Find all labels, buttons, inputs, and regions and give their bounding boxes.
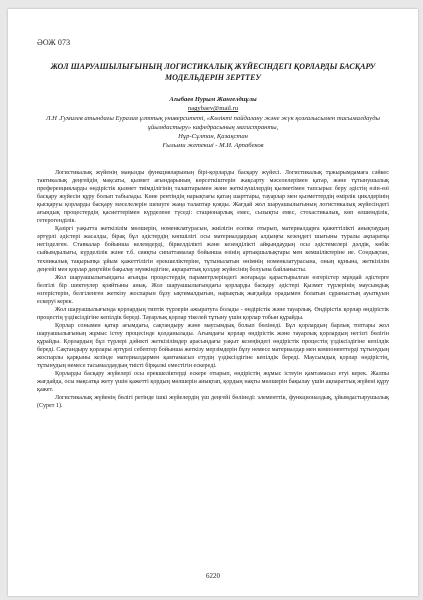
author-email[interactable]: nagybaev@mail.ru — [187, 105, 239, 113]
article-title: ЖОЛ ШАРУАШЫЛЫҒЫНЫҢ ЛОГИСТИКАЛЫҚ ЖҮЙЕСІНДЕГІ ҚОРЛАРДЫ БАСҚАРУ МОДЕЛЬДЕРІН ЗЕРТТЕУ — [50, 62, 376, 82]
page-number: 6220 — [206, 572, 220, 580]
paragraph: Қорлар сонымен қатар ағымдағы, сақтандыру және маусымдық болып бөлінеді. Бұл қорлардың барлық топтары жол шаруашылығының жұмыс істеу процесінде қолданылады. Ағымдағы қорлар өндірістік және тауарлық қорлардың негізгі бөлігін құрайды. Қорлардың бұл түрлері дәйекті жеткізілімдер арасындағы уақыт кезеңіндегі өндірістік процестің үздіксіздігіне кепілдік береді. Сақтандыру қорлары әртүрлі себептер бойынша жеткізу мерзімдерін бұзу немесе материалдар мен компоненттерді тұтынудың жоспарлы қарқыны кезінде материалдармен қамтамасыз етудің үздіксіздігіне кепілдік береді. Маусымдық қорлар өндірістің, тұтынудың немесе тасымалдаудың тиісті бірқалкі еместігін ескереді. — [37, 322, 389, 370]
paragraph: Логистикалық жүйенің маңызды функцияларының бірі-қорларды басқару жүйесі. Логистикалық тұжырымдамаға сәйкес тактикалық деңгейдің мақсаты, қызмет ағындарының көрсеткіштерін жақсарту мәселелерімен қатар, және тұтынушылық преференцияларды өндірістік қызмет тиімділігінің талаптарымен және жеткізушілердің қызметімен тапсырыс беру әдістің өзін-өзі басқару жүйесін құру болып табылады. Көне рентіндің нарықтағы қатаң шарттары, тауарлар мен қызметтердің өмірлік циклдерінің қысқаруы қорларды басқару мәселелерін шешуге жаңа талаптар қояды. Жағдай жол шаруашылығының логистикалық жүйесіндегі ағындық процестердің қасиеттерімен күрделене түседі: стационарлық емес, сызықты емес, стохастикалық, көп өлшемділік, гетерогенділік. — [37, 170, 389, 225]
paragraph: Жол шаруашылығында қорлардың типтік түрлерін ажыратуға болады - өндірістік және тауарлық. Өндірістік қорлар өндірістік процестің үздіксіздігіне кепілдік береді. Тауарлық қорлар тікелей тұтыну үшін қорлар тобын құрайды. — [37, 306, 389, 321]
paragraph: Қазіргі уақытта жеткізілім мөлшерін, номенклатурасын, жиілігін есепке отырып, материалдарға қажеттілікті анықтаудың әртүрлі әдістері жасалды, бірақ бұл әдістердің көпшілігі осы материалдардың алдыңғы кезеңдегі шығыны туралы ақпаратқа негізделген. Ставкалар бойынша келемдерді, біркелділікті және кезеңділікті айқындаудың осы әдістемелері дәлдік, көбік сыйымдылығы, күрделілік және т.б. сияқты сипаттамалар бойынша өзінің артықшылықтары мен кемшіліктеріне ие. Сондықтан, техникалық тақырыпқа ұйым қажеттілігін ерекшеліктеріне, тұтынылатын өнімнің номенклатурасына, оның құнына, жеткізілім деңгейі мен қорлар деңгейін бақылау мүмкіндігіне, ақпараттық қолдау жүйесінің болуына байланысты. — [37, 226, 389, 273]
paragraph: Жол шаруашылығындағы ағынды процестердің параметрлеріндегі жоғарыда қарастырылған өзгерістер мұндай әдістерге белгілі бір шектеулер қояйтыны анық. Жол шаруашылығындағы қорларды басқару әдістері Қызмет түрлерінің маусымдық өзгерістерін, белгіленген жеткізу жоспарын бұзу ықтималдығын, нарықтық жағдайда орадымен болатын сұраныстың ауытқуын ескеруі керек. — [37, 274, 389, 305]
supervisor: Ғылыми жетекші - М.И. Арпабеков — [162, 142, 264, 150]
author-name: Агыбаев Нурым Жангелдиұлы — [169, 96, 257, 103]
author-affiliation: Л.Н .Гумилев атындағы Еуразия ұлттық университеті, «Көлікті пайдалану және жүк қозғалысымен тасымалдауды ұйымдастыру» кафедрасының магистранты, — [45, 114, 381, 131]
author-city: Нұр-Сұлтан, Қазақстан — [178, 133, 248, 141]
article-body — [37, 169, 389, 410]
author-block — [36, 95, 390, 151]
paragraph: Қорларды басқару жүйелері осы ерекшеліктерді ескере отырып, өндірістің жұмыс істеуін қамтамасыз етуі керек. Жалпы жағдайда, осы мақсатқа жету үшін қажетті қордың мөлшерін анықтап, қордың нақты мөлшерін бақылау үшін ақпараттық жүйені құру қажет. — [37, 371, 389, 394]
document-page — [8, 9, 418, 596]
udk-code: ӘОЖ 073 — [37, 38, 71, 47]
paragraph: Логистикалық жүйенің бөлігі ретінде ішкі жүйелердің үш деңгейі бөлінеді: элементтік, функционалдық, ұйымдастырушылық (Сурет 1). — [37, 395, 389, 410]
